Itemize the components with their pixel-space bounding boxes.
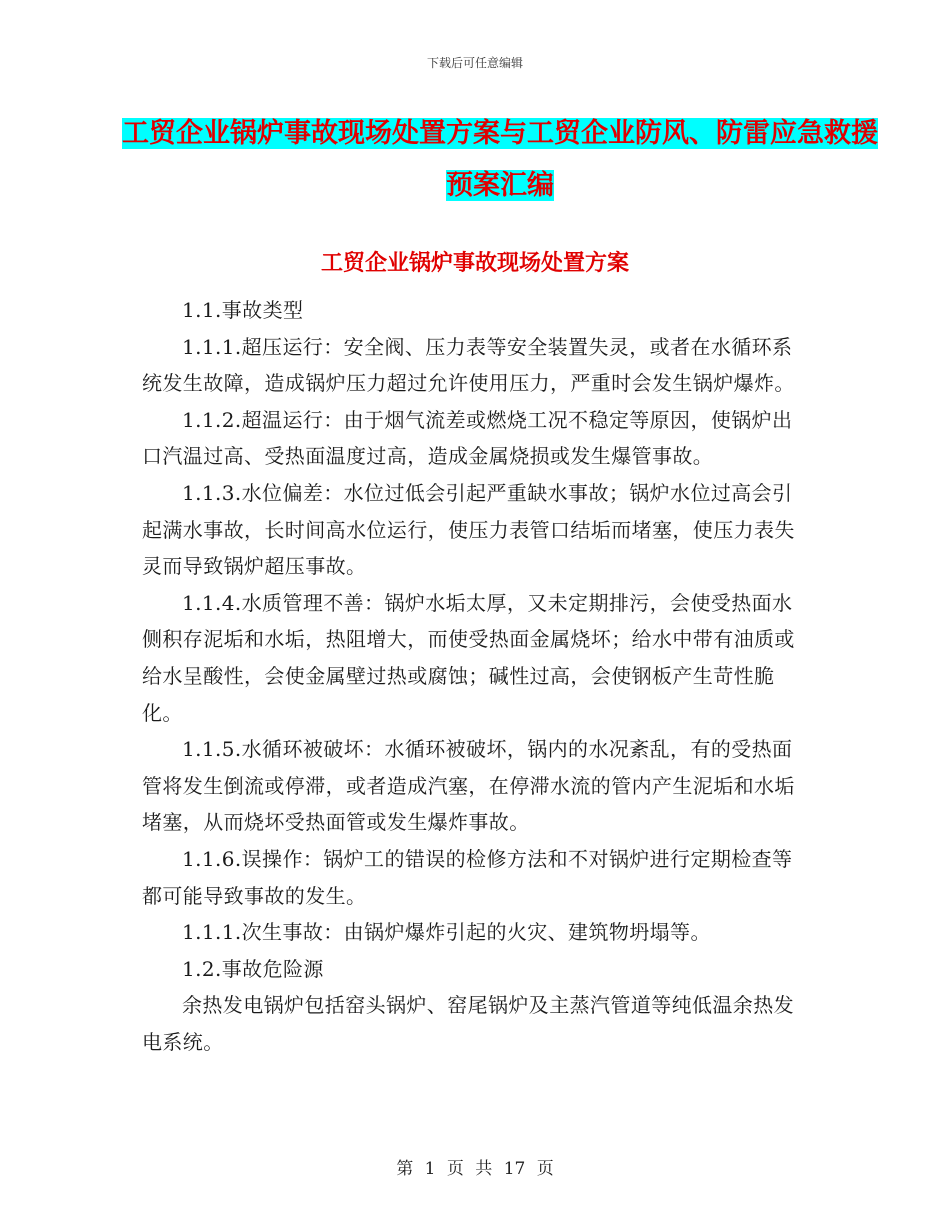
paragraph: 1.1.3.水位偏差：水位过低会引起严重缺水事故；锅炉水位过高会引起满水事故，长时间高水位运行，使压力表管口结垢而堵塞，使压力表失灵而导致锅炉超压事故。 <box>142 480 795 579</box>
paragraph: 1.1.5.水循环被破坏：水循环被破坏，锅内的水况紊乱，有的受热面管将发生倒流或停滞，或者造成汽塞，在停滞水流的管内产生泥垢和水垢堵塞，从而烧坏受热面管或发生爆炸事故。 <box>142 737 795 835</box>
body-text <box>142 292 802 1060</box>
paragraph: 1.1.4.水质管理不善：锅炉水垢太厚，又未定期排污，会使受热面水侧积存泥垢和水垢，热阻增大，而使受热面金属烧坏；给水中带有油质或给水呈酸性，会使金属壁过热或腐蚀；碱性过高，会使钢板产生苛性脆化。 <box>142 590 795 725</box>
main-title <box>120 108 880 212</box>
paragraph: 余热发电锅炉包括窑头锅炉、窑尾锅炉及主蒸汽管道等纯低温余热发电系统。 <box>142 993 794 1054</box>
main-title-text: 工贸企业锅炉事故现场处置方案与工贸企业防风、防雷应急救援预案汇编 <box>122 118 878 201</box>
paragraph: 1.1.1.超压运行：安全阀、压力表等安全装置失灵，或者在水循环系统发生故障，造成锅炉压力超过允许使用压力，严重时会发生锅炉爆炸。 <box>142 334 795 396</box>
paragraph: 1.2.事故危险源 <box>182 956 324 981</box>
page-footer: 第 1 页 共 17 页 <box>396 1159 554 1179</box>
header-note: 下载后可任意编辑 <box>426 56 523 70</box>
paragraph: 1.1.1.次生事故：由锅炉爆炸引起的火灾、建筑物坍塌等。 <box>182 920 711 945</box>
paragraph: 1.1.事故类型 <box>182 298 304 322</box>
paragraph: 1.1.2.超温运行：由于烟气流差或燃烧工况不稳定等原因，使锅炉出口汽温过高、受热面温度过高，造成金属烧损或发生爆管事故。 <box>142 407 793 469</box>
paragraph: 1.1.6.误操作：锅炉工的错误的检修方法和不对锅炉进行定期检查等都可能导致事故的发生。 <box>142 846 793 908</box>
section-title: 工贸企业锅炉事故现场处置方案 <box>320 251 629 276</box>
